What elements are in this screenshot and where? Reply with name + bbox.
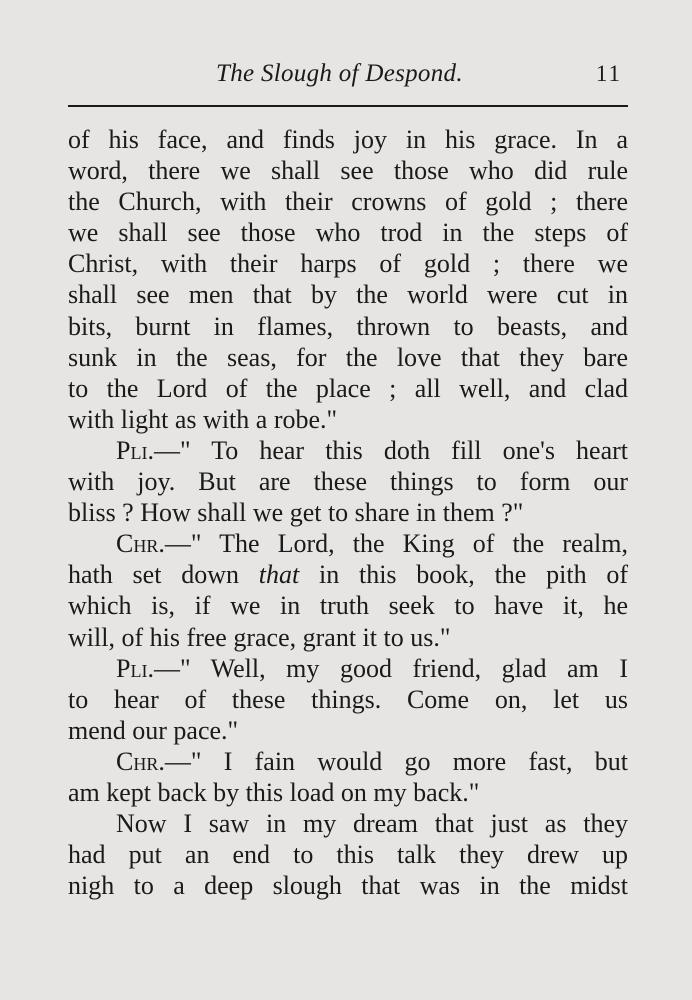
text-line: will, of his free grace, grant it to us." bbox=[68, 622, 451, 652]
dialogue-line bbox=[68, 435, 628, 466]
text-line: to hear of these things. Come on, let us bbox=[68, 684, 628, 714]
text-line: of his face, and finds joy in his grace. In a bbox=[68, 125, 628, 154]
speaker-name: Chr. bbox=[116, 746, 165, 776]
dialogue-text: —" Well, my good friend, glad am I bbox=[153, 653, 628, 683]
dialogue-line bbox=[68, 653, 628, 684]
text-line: bits, burnt in flames, thrown to beasts, and bbox=[68, 311, 628, 341]
text-line: we shall see those who trod in the steps of bbox=[68, 218, 628, 248]
dialogue-line bbox=[68, 528, 628, 559]
text-line: bliss ? How shall we get to share in them ?" bbox=[68, 498, 524, 528]
text-line: mend our pace." bbox=[68, 715, 239, 745]
text-line: which is, if we in truth seek to have it, he bbox=[68, 591, 628, 621]
page-number: 11 bbox=[595, 61, 622, 86]
running-title: The Slough of Despond. bbox=[216, 60, 463, 87]
text-fragment: hath set down bbox=[68, 560, 259, 590]
text-fragment: in this book, the pith of bbox=[299, 560, 628, 590]
text-line: the Church, with their crowns of gold ; there bbox=[68, 187, 628, 217]
dialogue-text: —" The Lord, the King of the realm, bbox=[164, 529, 628, 559]
text-line: am kept back by this load on my back." bbox=[68, 777, 480, 807]
speaker-name: Chr. bbox=[116, 529, 165, 559]
text-line: Christ, with their harps of gold ; there we bbox=[68, 249, 628, 279]
speaker-name: Pli. bbox=[116, 435, 154, 465]
text-line: Now I saw in my dream that just as they bbox=[116, 809, 628, 839]
text-line: with joy. But are these things to form our bbox=[68, 467, 628, 497]
dialogue-line bbox=[68, 746, 628, 777]
page-header bbox=[68, 60, 626, 100]
text-line: shall see men that by the world were cut in bbox=[68, 280, 628, 310]
dialogue-text: —" To hear this doth fill one's heart bbox=[153, 435, 628, 465]
text-line: nigh to a deep slough that was in the midst bbox=[68, 871, 628, 901]
text-line: had put an end to this talk they drew up bbox=[68, 840, 628, 870]
body-text bbox=[68, 124, 628, 901]
text-line bbox=[68, 559, 628, 590]
text-line: sunk in the seas, for the love that they bare bbox=[68, 342, 628, 372]
text-line: with light as with a robe." bbox=[68, 404, 338, 434]
text-line: word, there we shall see those who did rule bbox=[68, 156, 628, 186]
emphasis-text: that bbox=[258, 560, 300, 590]
dialogue-text: —" I fain would go more fast, but bbox=[164, 746, 628, 776]
header-rule bbox=[68, 105, 628, 107]
speaker-name: Pli. bbox=[116, 653, 154, 683]
text-line: to the Lord of the place ; all well, and clad bbox=[68, 373, 628, 403]
